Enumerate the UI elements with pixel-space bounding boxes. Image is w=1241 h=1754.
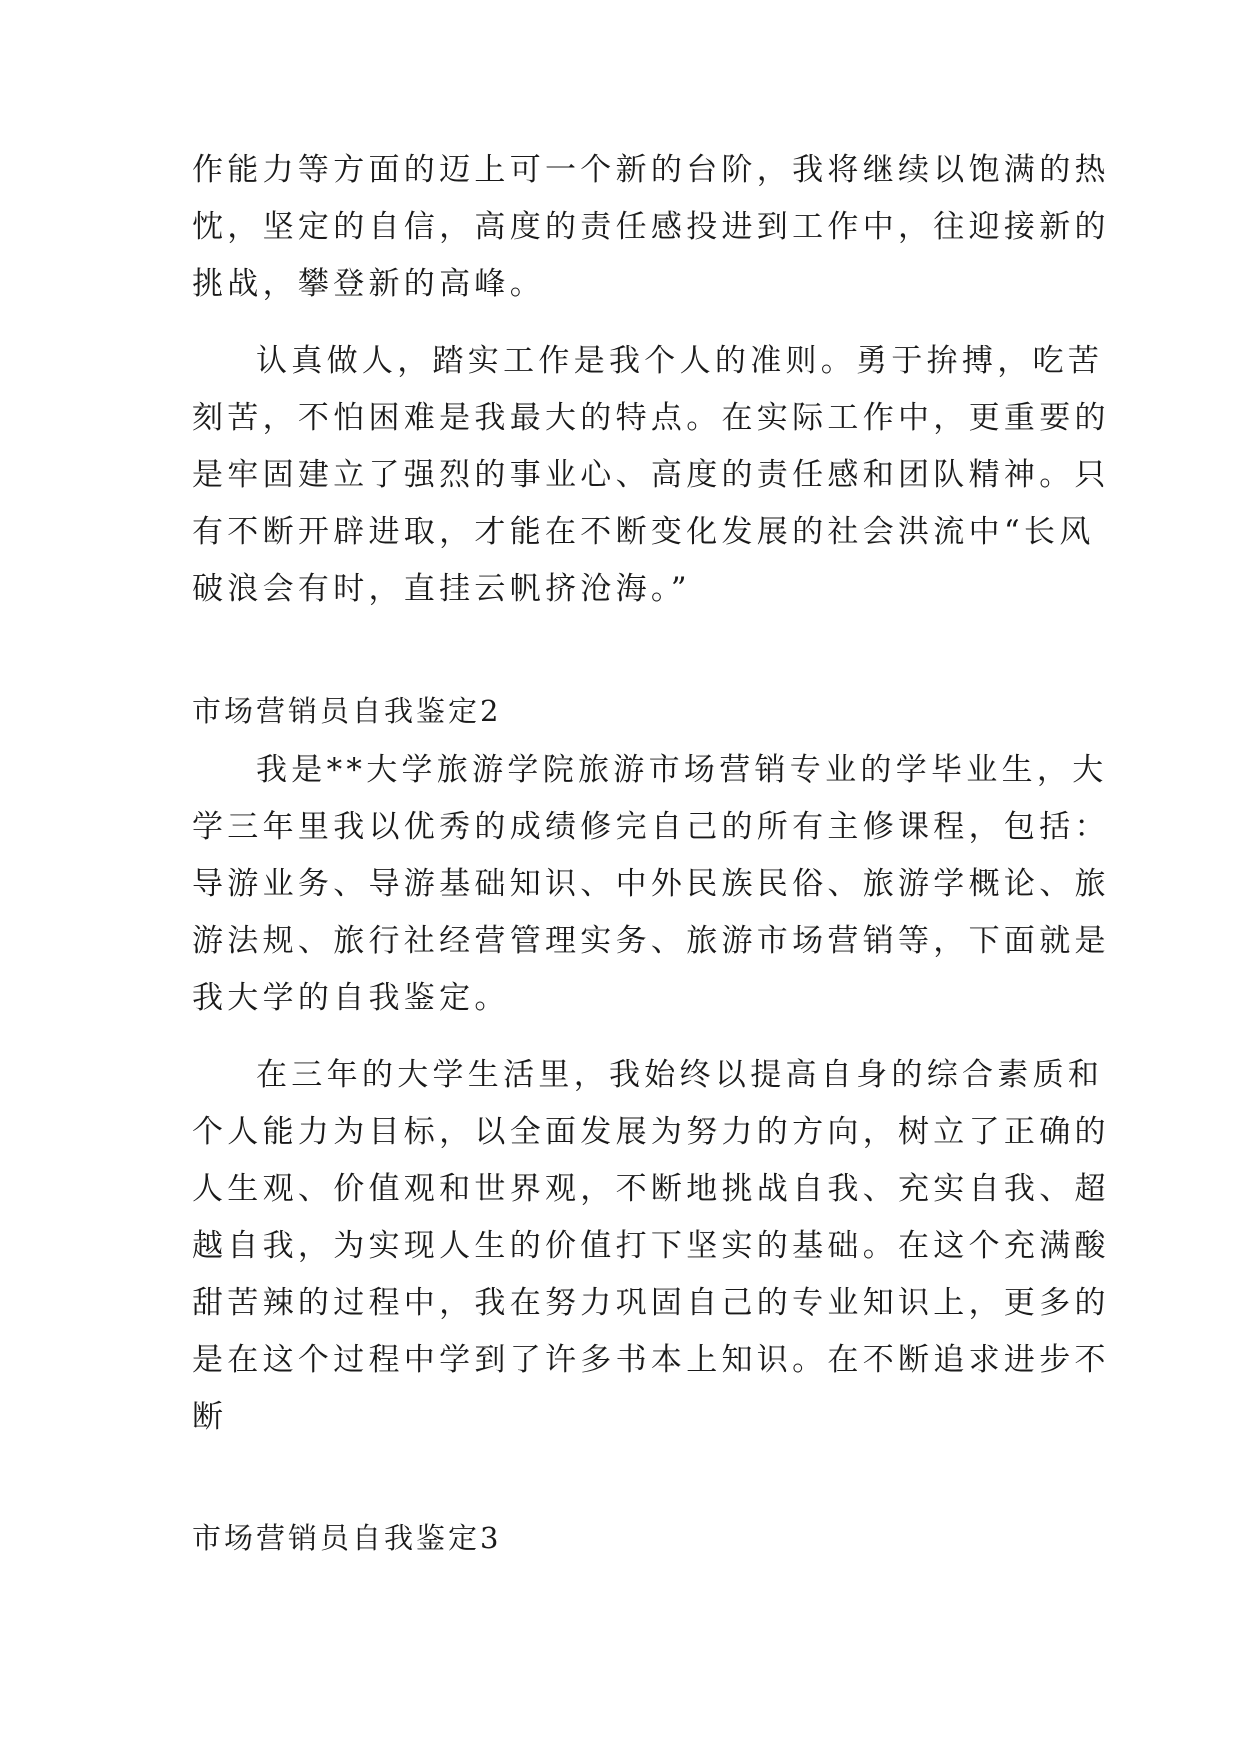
paragraph-4-line-4: 越自我，为实现人生的价值打下坚实的基础。在这个充满酸: [192, 1228, 1110, 1264]
paragraph-4-line-5: 甜苦辣的过程中，我在努力巩固自己的专业知识上，更多的: [192, 1285, 1110, 1321]
section-heading-3: 市场营销员自我鉴定3: [192, 1521, 502, 1555]
paragraph-3-line-2: 学三年里我以优秀的成绩修完自己的所有主修课程，包括：: [192, 809, 1110, 845]
paragraph-2-line-3: 是牢固建立了强烈的事业心、高度的责任感和团队精神。只: [192, 457, 1110, 493]
section-heading-2: 市场营销员自我鉴定2: [192, 694, 502, 728]
paragraph-1-line-2: 忱，坚定的自信，高度的责任感投进到工作中，往迎接新的: [192, 209, 1110, 245]
paragraph-4-line-6: 是在这个过程中学到了许多书本上知识。在不断追求进步不: [192, 1342, 1110, 1378]
paragraph-3-line-5: 我大学的自我鉴定。: [192, 980, 510, 1016]
paragraph-2-line-2: 刻苦，不怕困难是我最大的特点。在实际工作中，更重要的: [192, 400, 1110, 436]
paragraph-2-line-5: 破浪会有时，直挂云帆挤沧海。”: [192, 571, 691, 607]
paragraph-1-line-3: 挑战，攀登新的高峰。: [192, 266, 545, 302]
paragraph-2-line-1: 认真做人，踏实工作是我个人的准则。勇于拚搏，吃苦: [256, 343, 1104, 379]
paragraph-3-line-1: 我是**大学旅游学院旅游市场营销专业的学毕业生，大: [256, 752, 1108, 788]
paragraph-4-line-7: 断: [192, 1399, 228, 1435]
paragraph-3-line-3: 导游业务、导游基础知识、中外民族民俗、旅游学概论、旅: [192, 866, 1110, 902]
paragraph-4-line-3: 人生观、价值观和世界观，不断地挑战自我、充实自我、超: [192, 1171, 1110, 1207]
paragraph-4-line-1: 在三年的大学生活里，我始终以提高自身的综合素质和: [256, 1057, 1104, 1093]
paragraph-2-line-4: 有不断开辟进取，才能在不断变化发展的社会洪流中“长风: [192, 514, 1095, 550]
paragraph-4-line-2: 个人能力为目标，以全面发展为努力的方向，树立了正确的: [192, 1114, 1110, 1150]
paragraph-3-line-4: 游法规、旅行社经营管理实务、旅游市场营销等，下面就是: [192, 923, 1110, 959]
paragraph-1-line-1: 作能力等方面的迈上可一个新的台阶，我将继续以饱满的热: [192, 152, 1110, 188]
